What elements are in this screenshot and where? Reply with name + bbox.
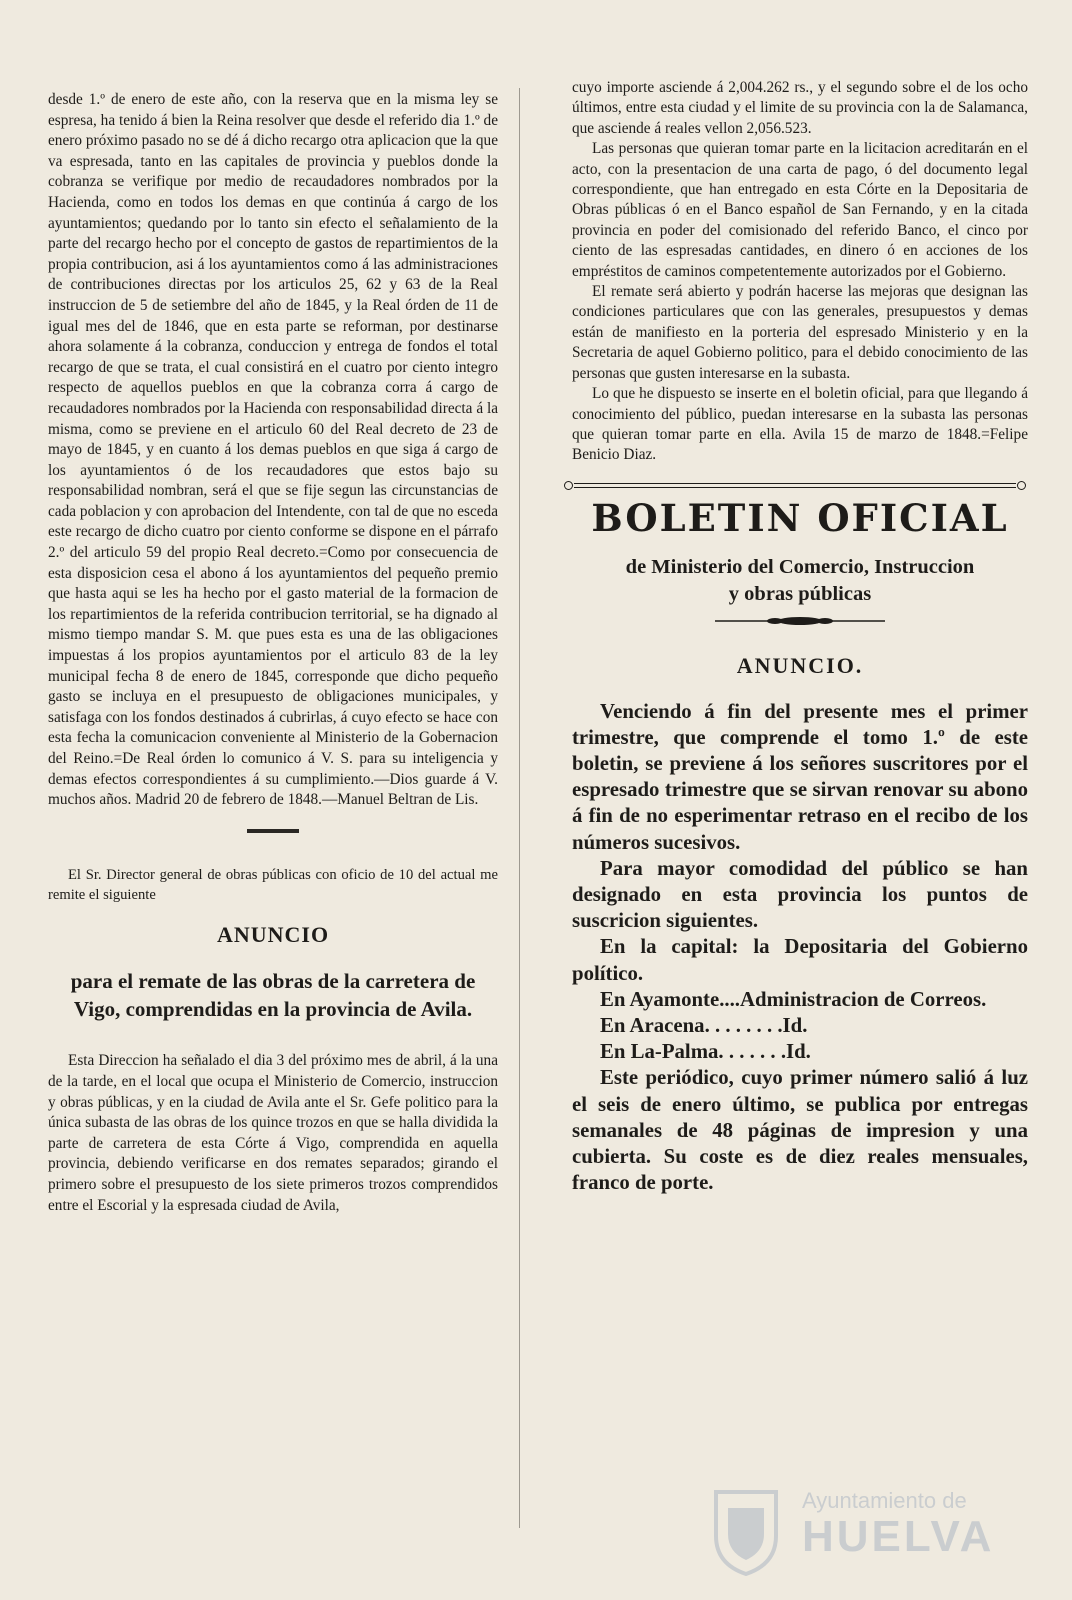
remate-abierto-paragraph: El remate será abierto y podrán hacerse las mejoras que designan las condiciones particulares que con las generales, presupuestos y demas están de manifiesto en la porteria del espresado Ministerio y en la Secretaria de aquel Gobierno politico, para el debido conocimiento de las personas que gusten interesarse en la subasta. <box>572 283 1028 382</box>
la-palma-line: En La-Palma. . . . . . .Id. <box>600 1040 811 1064</box>
remate-paragraph: Esta Direccion ha señalado el dia 3 del próximo mes de abril, á la una de la tarde, en el local que ocupa el Ministerio de Comercio, instruccion y obras públicas, y en la ciudad de Avila ante el Sr. Gefe politico para la única subasta de las obras de los quince trozos en que se halla dividida la parte de carretera de esta Córte á Vigo, comprendida en aquella provincia, debiendo verificarse en dos remates separados; girando el primero sobre el presupuesto de los siete primeros trozos comprendidos entre el Escorial y la espresada ciudad de Avila, <box>48 1052 498 1214</box>
shield-icon <box>706 1488 786 1576</box>
periodico-paragraph: Este periódico, cuyo primer número salió á luz el seis de enero último, se publica por entregas semanales de 48 páginas de impresion y una cubierta. Su coste es de diez reales mensuales, franco de porte. <box>572 1066 1028 1195</box>
double-rule-divider <box>564 480 1026 492</box>
column-divider <box>519 88 520 1528</box>
dispuesto-paragraph: Lo que he dispuesto se inserte en el boletin oficial, para que llegando á conocimiento del público, puedan interesarse en la subasta las personas que quieran tomar parte en ella. Avila 15 de marzo de 1848.=Felipe Benicio Diaz. <box>572 385 1028 464</box>
watermark-logo <box>706 1488 1036 1578</box>
vencimiento-paragraph: Venciendo á fin del presente mes el primer trimestre, que comprende el tomo 1.º de este boletin, se previene á los señores suscritores por el espresado trimestre que se sirvan renovar su abono á fin de no esperimentar retraso en el recibo de los números sucesivos. <box>572 699 1028 854</box>
watermark-line-1: Ayuntamiento de <box>802 1488 967 1513</box>
ornament-icon <box>715 616 885 626</box>
ornament-rule <box>572 616 1028 626</box>
ministerio-line-2: y obras públicas <box>728 583 872 606</box>
ayamonte-paragraph: En Ayamonte....Administracion de Correos. <box>600 987 987 1011</box>
continuation-paragraph: cuyo importe asciende á 2,004.262 rs., y el segundo sobre el de los ocho últimos, entre esta ciudad y el limite de su provincia con la de Salamanca, que asciende á reales vellon 2,056.523. <box>572 79 1028 137</box>
anuncio-heading-right: ANUNCIO. <box>736 653 864 679</box>
ministerio-line-1: de Ministerio del Comercio, Instruccion <box>625 556 975 579</box>
boletin-title: BOLETIN OFICIAL <box>591 495 1009 540</box>
director-notice: El Sr. Director general de obras públicas con oficio de 10 del actual me remite el siguiente <box>48 866 498 903</box>
capital-paragraph: En la capital: la Depositaria del Gobierno político. <box>572 935 1028 985</box>
anuncio-heading: ANUNCIO <box>216 921 330 947</box>
section-rule <box>247 829 299 833</box>
licitacion-paragraph: Las personas que quieran tomar parte en la licitacion acreditarán en el acto, con la presentacion de una carta de pago, ó del documento legal correspondiente, que han entregado en esta Córte en la Depositaria de Obras públicas ó en el Banco español de San Fernando, y en la citada provincia en poder del comisionado del referido Banco, el cinco por ciento de las espresadas cantidades, en dinero ó en acciones de los empréstitos de caminos competentemente autorizados por el Gobierno. <box>572 140 1028 280</box>
aracena-line: En Aracena. . . . . . . .Id. <box>600 1013 808 1037</box>
watermark-line-2: HUELVA <box>802 1512 995 1561</box>
decree-paragraph: desde 1.º de enero de este año, con la reserva que en la misma ley se espresa, ha tenido á bien la Reina resolver que desde el referido dia 1.º de enero próximo pasado no se dé á dicho recargo otra aplicacion que la que va espresada, tanto en las capitales de provincia y pueblos donde la cobranza se verifique por medio de recaudadores nombrados por la Hacienda, como en todos los demas en que continúa á cargo de los ayuntamientos; quedando por lo tanto sin efecto el señalamiento de la parte del recargo hecho por el concepto de gastos de repartimientos de la propia contribucion, asi á los ayuntamientos como á las administraciones de contribuciones directas por los articulos 25, 62 y 63 de la Real instruccion de 5 de setiembre del año de 1845, y la Real órden de 11 de igual mes del de 1846, que en esta parte se reforman, por destinarse ahora solamente á la cobranza, conduccion y entrega de fondos el total recargo de que se trata, el cual consistirá en el cuatro por ciento integro respecto de aquellos pueblos en que la cobranza corra á cargo de recaudadores nombrados por la Hacienda con responsabilidad directa á la misma, como se previene en el articulo 60 del Real decreto de 23 de mayo de 1845, y en cuanto á los demas pueblos en que siga á cargo de los ayuntamientos ó de los recaudadores que estos bajo su responsabilidad nombran, será el que se fije segun las circunstancias de cada poblacion y con aprobacion del Intendente, con tal de que no esceda este recargo de dicho cuatro por ciento conforme se dispone en el párrafo 2.º del articulo 59 del propio Real decreto.=Como por consecuencia de esta disposicion cesa el abono á los ayuntamientos del pequeño premio que hasta aqui se les ha hecho por el gasto material de la formacion de los repartimientos de la referida contribucion territorial, se ha dignado al mismo tiempo mandar S. M. que pues esta es una de las obligaciones impuestas á los propios ayuntamientos por el articulo 83 de la ley municipal fecha 8 de enero de 1845, corresponde que dicho pequeño gasto se incluya en el presupuesto de obligaciones municipales, y satisfaga con los fondos destinados á cubrirlas, á cuyo efecto se hace con esta fecha la comunicacion conveniente al Ministerio de la Gobernacion del Reino.=De Real órden lo comunico á V. S. para su inteligencia y demas efectos correspondientes á su cumplimiento.—Dios guarde á V. muchos años. Madrid 20 de febrero de 1848.—Manuel Beltran de Lis. <box>48 91 498 809</box>
left-column <box>48 90 498 1216</box>
right-column <box>572 78 1028 1196</box>
remate-title: para el remate de las obras de la carretera de Vigo, comprendidas en la provincia de Avila. <box>70 969 476 1022</box>
comodidad-paragraph: Para mayor comodidad del público se han designado en esta provincia los puntos de suscricion siguientes. <box>572 856 1028 933</box>
